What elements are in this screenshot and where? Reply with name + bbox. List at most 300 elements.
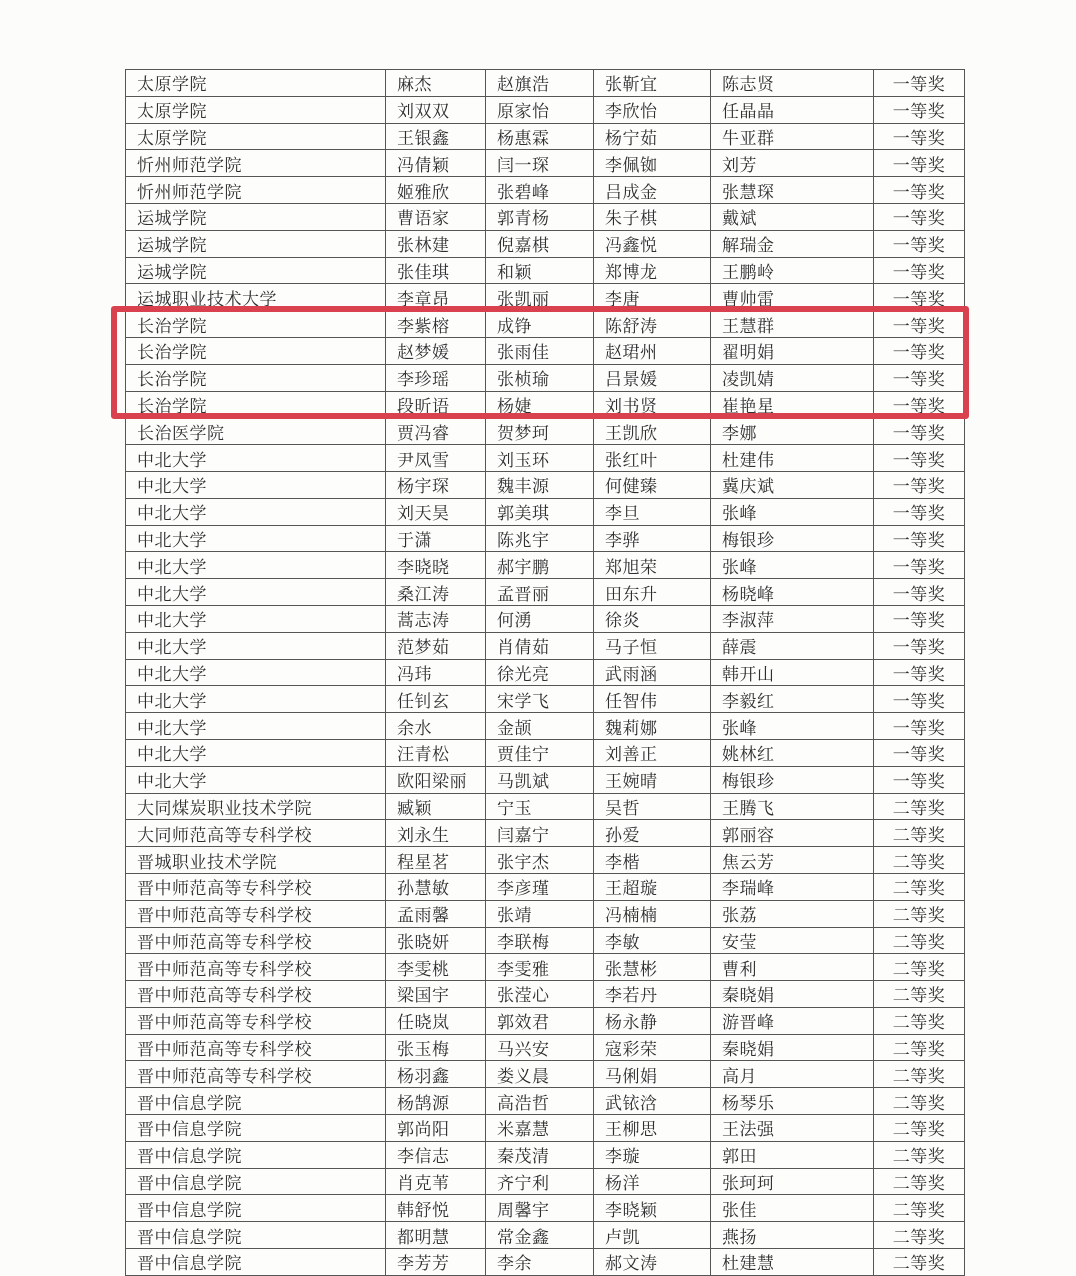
member3-cell: 赵珺州 [594,337,711,364]
award-cell: 一等奖 [874,364,965,391]
table-row [126,525,965,552]
school-cell: 晋中师范高等专科学校 [126,873,386,900]
member2-cell: 郭美琪 [486,498,594,525]
school-cell: 中北大学 [126,471,386,498]
member3-cell: 冯楠楠 [594,900,711,927]
table-row [126,1195,965,1222]
award-cell: 二等奖 [874,1115,965,1142]
school-cell: 长治学院 [126,311,386,338]
award-cell: 一等奖 [874,257,965,284]
table-row [126,1168,965,1195]
award-cell: 二等奖 [874,1088,965,1115]
table-row [126,391,965,418]
member3-cell: 冯鑫悦 [594,230,711,257]
member2-cell: 马兴安 [486,1034,594,1061]
member3-cell: 李楷 [594,847,711,874]
member2-cell: 张桢瑜 [486,364,594,391]
member1-cell: 姬雅欣 [386,177,486,204]
member1-cell: 贾冯睿 [386,418,486,445]
award-cell: 二等奖 [874,1007,965,1034]
member3-cell: 魏莉娜 [594,713,711,740]
school-cell: 运城学院 [126,230,386,257]
member2-cell: 闫嘉宁 [486,820,594,847]
member3-cell: 田东升 [594,579,711,606]
member4-cell: 张慧琛 [711,177,874,204]
member1-cell: 欧阳梁丽 [386,766,486,793]
award-cell: 一等奖 [874,713,965,740]
table-row [126,1115,965,1142]
table-row [126,1088,965,1115]
award-cell: 二等奖 [874,1195,965,1222]
member3-cell: 张红叶 [594,445,711,472]
award-cell: 一等奖 [874,96,965,123]
table-row [126,820,965,847]
award-cell: 一等奖 [874,579,965,606]
member1-cell: 任钊玄 [386,686,486,713]
member3-cell: 李骅 [594,525,711,552]
award-cell: 二等奖 [874,820,965,847]
member1-cell: 任晓岚 [386,1007,486,1034]
table-row [126,1061,965,1088]
member4-cell: 杜建慧 [711,1249,874,1276]
school-cell: 中北大学 [126,579,386,606]
member4-cell: 张峰 [711,498,874,525]
member4-cell: 牛亚群 [711,123,874,150]
member2-cell: 闫一琛 [486,150,594,177]
member4-cell: 秦晓娟 [711,1034,874,1061]
table-row [126,766,965,793]
member4-cell: 高月 [711,1061,874,1088]
member3-cell: 杨永静 [594,1007,711,1034]
member2-cell: 赵旗浩 [486,70,594,97]
award-cell: 二等奖 [874,927,965,954]
member2-cell: 肖倩茹 [486,632,594,659]
member2-cell: 贺梦珂 [486,418,594,445]
member4-cell: 张佳 [711,1195,874,1222]
member3-cell: 李若丹 [594,981,711,1008]
award-cell: 一等奖 [874,686,965,713]
member3-cell: 李敏 [594,927,711,954]
member1-cell: 张晓妍 [386,927,486,954]
award-cell: 一等奖 [874,230,965,257]
member2-cell: 张靖 [486,900,594,927]
award-cell: 一等奖 [874,70,965,97]
member4-cell: 王慧群 [711,311,874,338]
member1-cell: 李信志 [386,1141,486,1168]
award-cell: 一等奖 [874,311,965,338]
table-row [126,873,965,900]
member1-cell: 臧颖 [386,793,486,820]
member1-cell: 段昕语 [386,391,486,418]
member1-cell: 桑江涛 [386,579,486,606]
award-cell: 二等奖 [874,1168,965,1195]
table-row [126,1222,965,1249]
table-row [126,471,965,498]
member1-cell: 李章昂 [386,284,486,311]
school-cell: 中北大学 [126,739,386,766]
school-cell: 太原学院 [126,96,386,123]
award-cell: 一等奖 [874,177,965,204]
member3-cell: 张慧彬 [594,954,711,981]
member3-cell: 杨洋 [594,1168,711,1195]
member3-cell: 杨宁茹 [594,123,711,150]
member4-cell: 冀庆斌 [711,471,874,498]
member1-cell: 张佳琪 [386,257,486,284]
member4-cell: 郭丽容 [711,820,874,847]
member2-cell: 原家怡 [486,96,594,123]
member4-cell: 李瑞峰 [711,873,874,900]
member1-cell: 麻杰 [386,70,486,97]
member1-cell: 刘永生 [386,820,486,847]
member2-cell: 魏丰源 [486,471,594,498]
table-row [126,713,965,740]
award-cell: 一等奖 [874,418,965,445]
table-row [126,311,965,338]
school-cell: 中北大学 [126,525,386,552]
member4-cell: 张峰 [711,552,874,579]
member3-cell: 武雨涵 [594,659,711,686]
table-row [126,70,965,97]
member3-cell: 吴哲 [594,793,711,820]
table-row [126,284,965,311]
member3-cell: 李旦 [594,498,711,525]
member2-cell: 宁玉 [486,793,594,820]
member1-cell: 赵梦媛 [386,337,486,364]
award-cell: 二等奖 [874,981,965,1008]
table-row [126,203,965,230]
table-row [126,1007,965,1034]
member2-cell: 秦茂清 [486,1141,594,1168]
member2-cell: 郝宇鹏 [486,552,594,579]
school-cell: 中北大学 [126,713,386,740]
table-row [126,579,965,606]
member3-cell: 陈舒涛 [594,311,711,338]
member4-cell: 戴斌 [711,203,874,230]
member4-cell: 曹利 [711,954,874,981]
member3-cell: 王柳思 [594,1115,711,1142]
school-cell: 中北大学 [126,632,386,659]
member1-cell: 李珍瑶 [386,364,486,391]
table-row [126,605,965,632]
school-cell: 中北大学 [126,686,386,713]
member1-cell: 杨宇琛 [386,471,486,498]
table-row [126,96,965,123]
award-cell: 一等奖 [874,605,965,632]
member1-cell: 汪青松 [386,739,486,766]
member1-cell: 张林建 [386,230,486,257]
member2-cell: 成铮 [486,311,594,338]
member4-cell: 张珂珂 [711,1168,874,1195]
member2-cell: 周馨宇 [486,1195,594,1222]
member4-cell: 解瑞金 [711,230,874,257]
school-cell: 运城学院 [126,203,386,230]
member2-cell: 郭青杨 [486,203,594,230]
member3-cell: 何健臻 [594,471,711,498]
member4-cell: 任晶晶 [711,96,874,123]
award-cell: 一等奖 [874,123,965,150]
member2-cell: 和颖 [486,257,594,284]
school-cell: 长治学院 [126,364,386,391]
school-cell: 忻州师范学院 [126,177,386,204]
school-cell: 中北大学 [126,766,386,793]
table-row [126,739,965,766]
member3-cell: 朱子棋 [594,203,711,230]
member1-cell: 曹语家 [386,203,486,230]
member3-cell: 刘书贤 [594,391,711,418]
award-cell: 二等奖 [874,1249,965,1276]
member4-cell: 陈志贤 [711,70,874,97]
table-row [126,257,965,284]
table-row [126,364,965,391]
school-cell: 晋中信息学院 [126,1195,386,1222]
member3-cell: 吕景媛 [594,364,711,391]
member2-cell: 张雨佳 [486,337,594,364]
award-cell: 一等奖 [874,552,965,579]
member4-cell: 燕扬 [711,1222,874,1249]
member3-cell: 郑博龙 [594,257,711,284]
member2-cell: 陈兆宇 [486,525,594,552]
award-cell: 一等奖 [874,471,965,498]
member4-cell: 李毅红 [711,686,874,713]
member4-cell: 曹帅雷 [711,284,874,311]
award-cell: 一等奖 [874,766,965,793]
school-cell: 大同煤炭职业技术学院 [126,793,386,820]
table-row [126,981,965,1008]
table-row [126,337,965,364]
member4-cell: 薛震 [711,632,874,659]
member3-cell: 卢凯 [594,1222,711,1249]
table-row [126,150,965,177]
award-cell: 一等奖 [874,445,965,472]
member2-cell: 常金鑫 [486,1222,594,1249]
table-row [126,418,965,445]
member1-cell: 张玉梅 [386,1034,486,1061]
member2-cell: 张滢心 [486,981,594,1008]
table-row [126,123,965,150]
award-cell: 二等奖 [874,793,965,820]
member4-cell: 李娜 [711,418,874,445]
member3-cell: 王婉晴 [594,766,711,793]
member4-cell: 翟明娟 [711,337,874,364]
member3-cell: 孙爱 [594,820,711,847]
member1-cell: 李晓晓 [386,552,486,579]
member1-cell: 程星茗 [386,847,486,874]
table-row [126,793,965,820]
school-cell: 大同师范高等专科学校 [126,820,386,847]
member1-cell: 冯倩颖 [386,150,486,177]
table-row [126,954,965,981]
school-cell: 晋中信息学院 [126,1222,386,1249]
award-cell: 二等奖 [874,1034,965,1061]
member1-cell: 尹凤雪 [386,445,486,472]
member3-cell: 郝文涛 [594,1249,711,1276]
member2-cell: 李彦瑾 [486,873,594,900]
member1-cell: 梁国宇 [386,981,486,1008]
member3-cell: 吕成金 [594,177,711,204]
school-cell: 长治学院 [126,337,386,364]
member2-cell: 郭效君 [486,1007,594,1034]
member1-cell: 余水 [386,713,486,740]
member4-cell: 杜建伟 [711,445,874,472]
school-cell: 晋中信息学院 [126,1168,386,1195]
award-cell: 一等奖 [874,525,965,552]
member1-cell: 孙慧敏 [386,873,486,900]
school-cell: 晋中师范高等专科学校 [126,954,386,981]
member4-cell: 韩开山 [711,659,874,686]
table-row [126,659,965,686]
member2-cell: 贾佳宁 [486,739,594,766]
school-cell: 长治学院 [126,391,386,418]
member2-cell: 米嘉慧 [486,1115,594,1142]
member1-cell: 韩舒悦 [386,1195,486,1222]
award-cell: 二等奖 [874,900,965,927]
member4-cell: 安莹 [711,927,874,954]
school-cell: 晋中信息学院 [126,1115,386,1142]
award-cell: 一等奖 [874,337,965,364]
school-cell: 运城学院 [126,257,386,284]
school-cell: 中北大学 [126,605,386,632]
table-row [126,847,965,874]
member3-cell: 张靳宜 [594,70,711,97]
school-cell: 晋中师范高等专科学校 [126,927,386,954]
member4-cell: 王鹏岭 [711,257,874,284]
member3-cell: 郑旭荣 [594,552,711,579]
member2-cell: 高浩哲 [486,1088,594,1115]
member2-cell: 马凯斌 [486,766,594,793]
member1-cell: 都明慧 [386,1222,486,1249]
member4-cell: 凌凯婧 [711,364,874,391]
member1-cell: 王银鑫 [386,123,486,150]
member4-cell: 崔艳星 [711,391,874,418]
table-row [126,927,965,954]
table-row [126,686,965,713]
member4-cell: 刘芳 [711,150,874,177]
member3-cell: 马俐娟 [594,1061,711,1088]
member2-cell: 徐光亮 [486,659,594,686]
member1-cell: 刘双双 [386,96,486,123]
member2-cell: 张碧峰 [486,177,594,204]
member2-cell: 杨惠霖 [486,123,594,150]
member2-cell: 李雯雅 [486,954,594,981]
member3-cell: 马子恒 [594,632,711,659]
school-cell: 中北大学 [126,552,386,579]
member1-cell: 孟雨馨 [386,900,486,927]
member4-cell: 王腾飞 [711,793,874,820]
member1-cell: 刘天昊 [386,498,486,525]
school-cell: 太原学院 [126,70,386,97]
member3-cell: 李晓颖 [594,1195,711,1222]
member4-cell: 杨晓峰 [711,579,874,606]
award-cell: 一等奖 [874,632,965,659]
table-row [126,1249,965,1276]
member1-cell: 于潇 [386,525,486,552]
table-row [126,552,965,579]
member1-cell: 冯玮 [386,659,486,686]
member4-cell: 张峰 [711,713,874,740]
table-row [126,177,965,204]
member4-cell: 梅银珍 [711,766,874,793]
member2-cell: 何湧 [486,605,594,632]
award-cell: 二等奖 [874,954,965,981]
member3-cell: 寇彩荣 [594,1034,711,1061]
school-cell: 中北大学 [126,498,386,525]
member4-cell: 郭田 [711,1141,874,1168]
member4-cell: 王法强 [711,1115,874,1142]
member1-cell: 肖克苇 [386,1168,486,1195]
school-cell: 运城职业技术大学 [126,284,386,311]
school-cell: 晋中师范高等专科学校 [126,1007,386,1034]
award-cell: 一等奖 [874,391,965,418]
award-cell: 二等奖 [874,1061,965,1088]
school-cell: 晋城职业技术学院 [126,847,386,874]
table-row [126,445,965,472]
table-row [126,1141,965,1168]
member1-cell: 杨鹄源 [386,1088,486,1115]
table-row [126,632,965,659]
member2-cell: 李联梅 [486,927,594,954]
member1-cell: 郭尚阳 [386,1115,486,1142]
member4-cell: 游晋峰 [711,1007,874,1034]
school-cell: 忻州师范学院 [126,150,386,177]
member4-cell: 张荔 [711,900,874,927]
school-cell: 晋中师范高等专科学校 [126,1061,386,1088]
table-body [126,70,965,1276]
member2-cell: 倪嘉棋 [486,230,594,257]
school-cell: 晋中师范高等专科学校 [126,1034,386,1061]
member3-cell: 徐炎 [594,605,711,632]
member1-cell: 杨羽鑫 [386,1061,486,1088]
table-row [126,498,965,525]
award-results-table [125,69,965,1276]
award-cell: 二等奖 [874,873,965,900]
table-row [126,1034,965,1061]
member2-cell: 杨婕 [486,391,594,418]
school-cell: 太原学院 [126,123,386,150]
member3-cell: 武铱浛 [594,1088,711,1115]
member4-cell: 李淑萍 [711,605,874,632]
award-cell: 一等奖 [874,659,965,686]
member2-cell: 张凯丽 [486,284,594,311]
award-cell: 一等奖 [874,150,965,177]
award-cell: 一等奖 [874,739,965,766]
member3-cell: 刘善正 [594,739,711,766]
school-cell: 晋中信息学院 [126,1141,386,1168]
member3-cell: 王超璇 [594,873,711,900]
school-cell: 晋中师范高等专科学校 [126,900,386,927]
member2-cell: 刘玉环 [486,445,594,472]
member2-cell: 齐宁利 [486,1168,594,1195]
member1-cell: 李芳芳 [386,1249,486,1276]
school-cell: 长治医学院 [126,418,386,445]
school-cell: 晋中信息学院 [126,1088,386,1115]
member3-cell: 任智伟 [594,686,711,713]
school-cell: 晋中师范高等专科学校 [126,981,386,1008]
member4-cell: 焦云芳 [711,847,874,874]
table-row [126,230,965,257]
member2-cell: 张宇杰 [486,847,594,874]
member2-cell: 李余 [486,1249,594,1276]
award-cell: 二等奖 [874,847,965,874]
member2-cell: 娄义晨 [486,1061,594,1088]
member3-cell: 李唐 [594,284,711,311]
member3-cell: 王凯欣 [594,418,711,445]
award-cell: 一等奖 [874,498,965,525]
member3-cell: 李佩铷 [594,150,711,177]
award-cell: 一等奖 [874,203,965,230]
member2-cell: 宋学飞 [486,686,594,713]
member4-cell: 秦晓娟 [711,981,874,1008]
award-cell: 二等奖 [874,1141,965,1168]
